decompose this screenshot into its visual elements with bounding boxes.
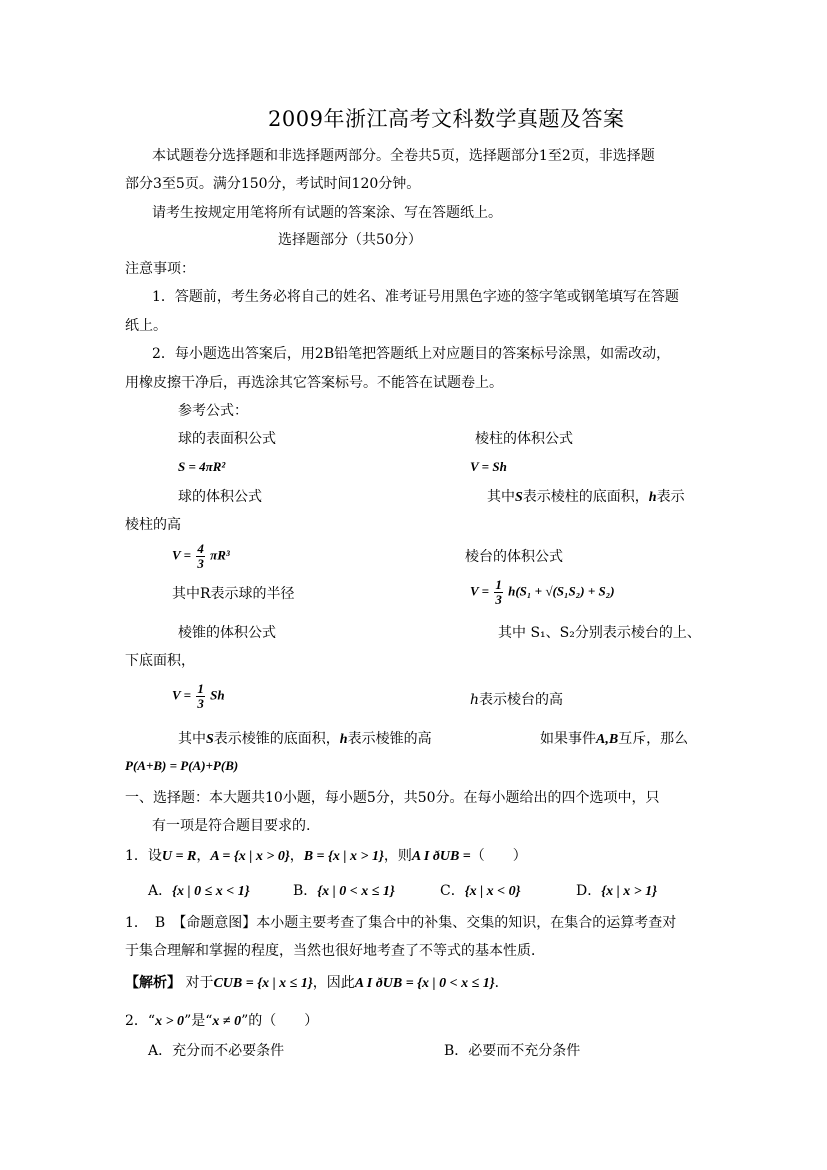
notes-item-2-line-1: 2．每小题选出答案后，用2B铅笔把答题纸上对应题目的答案标号涂黑，如需改动，	[152, 346, 671, 362]
part1-line-1: 一、选择题：本大题共10小题，每小题5分，共50分。在每小题给出的四个选项中，只	[125, 790, 660, 806]
question-2-option-b: B．必要而不充分条件	[444, 1043, 581, 1059]
sphere-surface-formula: S = 4πR²	[178, 459, 226, 474]
question-2-stem: 2．“x > 0”是“x ≠ 0”的（ ）	[125, 1013, 319, 1029]
part1-line-2: 有一项是符合题目要求的.	[152, 818, 311, 834]
question-2-option-a: A．充分而不必要条件	[148, 1043, 285, 1059]
question-1-option-a: A．{x | 0 ≤ x < 1}	[148, 883, 250, 899]
prism-note: 其中S表示棱柱的底面积，h表示	[487, 489, 685, 505]
prism-volume-formula: V = Sh	[470, 459, 507, 474]
prism-note-continued: 棱柱的高	[125, 517, 181, 533]
pyramid-volume-label: 棱锥的体积公式	[178, 625, 276, 641]
question-1-option-b: B．{x | 0 < x ≤ 1}	[293, 883, 395, 899]
sphere-surface-label: 球的表面积公式	[178, 431, 276, 447]
question-1-answer-line-2: 于集合理解和掌握的程度，当然也很好地考查了不等式的基本性质．	[125, 943, 545, 959]
frustum-height-note: h表示棱台的高	[470, 692, 564, 708]
pyramid-volume-formula: V = $\frac{1}{3}$ Sh	[172, 681, 225, 711]
frustum-volume-formula: V = $\frac{1}{3}$ h(S₁ + √(S₁S₂) + S₂)	[470, 577, 615, 607]
question-1-option-d: D．{x | x > 1}	[576, 883, 658, 899]
sphere-radius-note: 其中R表示球的半径	[172, 586, 295, 602]
question-1-option-c: C．{x | x < 0}	[440, 883, 521, 899]
notes-item-1-line-2: 纸上。	[125, 318, 167, 334]
frustum-note-line-2: 下底面积，	[125, 653, 195, 669]
events-formula: P(A+B) = P(A)+P(B)	[125, 758, 239, 773]
notes-item-1-line-1: 1．答题前，考生务必将自己的姓名、准考证号用黑色字迹的签字笔或钢笔填写在答题	[152, 289, 679, 305]
frustum-note-line-1: 其中 S₁、S₂分别表示棱台的上、	[498, 625, 701, 641]
question-1-stem: 1．设U = R，A = {x | x > 0}，B = {x | x > 1}，则A I ðUB =（ ）	[125, 848, 527, 864]
notes-item-2-line-2: 用橡皮擦干净后，再选涂其它答案标号。不能答在试题卷上。	[125, 375, 503, 391]
question-1-answer-line-1: 1． B 【命题意图】本小题主要考查了集合中的补集、交集的知识，在集合的运算考查对	[125, 915, 677, 931]
sphere-volume-formula: V = $\frac{4}{3}$ πR³	[172, 541, 230, 571]
pyramid-note: 其中S表示棱锥的底面积，h表示棱锥的高	[178, 731, 432, 747]
section-heading: 选择题部分（共50分）	[278, 232, 422, 248]
notes-heading: 注意事项：	[125, 261, 195, 277]
events-note: 如果事件A,B互斥，那么	[540, 731, 689, 747]
prism-volume-label: 棱柱的体积公式	[475, 431, 573, 447]
intro-line-1: 本试题卷分选择题和非选择题两部分。全卷共5页，选择题部分1至2页，非选择题	[152, 148, 655, 164]
intro-line-3: 请考生按规定用笔将所有试题的答案涂、写在答题纸上。	[152, 205, 502, 221]
intro-line-2: 部分3至5页。满分150分，考试时间120分钟。	[125, 176, 421, 192]
sphere-volume-label: 球的体积公式	[178, 489, 262, 505]
frustum-volume-label: 棱台的体积公式	[465, 549, 563, 565]
question-1-analysis: 【解析】 对于CUB = {x | x ≤ 1}，因此A I ðUB = {x | 0 < x ≤ 1}．	[125, 975, 509, 991]
formulas-heading: 参考公式：	[178, 403, 248, 419]
page-title: 2009年浙江高考文科数学真题及答案	[268, 107, 625, 131]
